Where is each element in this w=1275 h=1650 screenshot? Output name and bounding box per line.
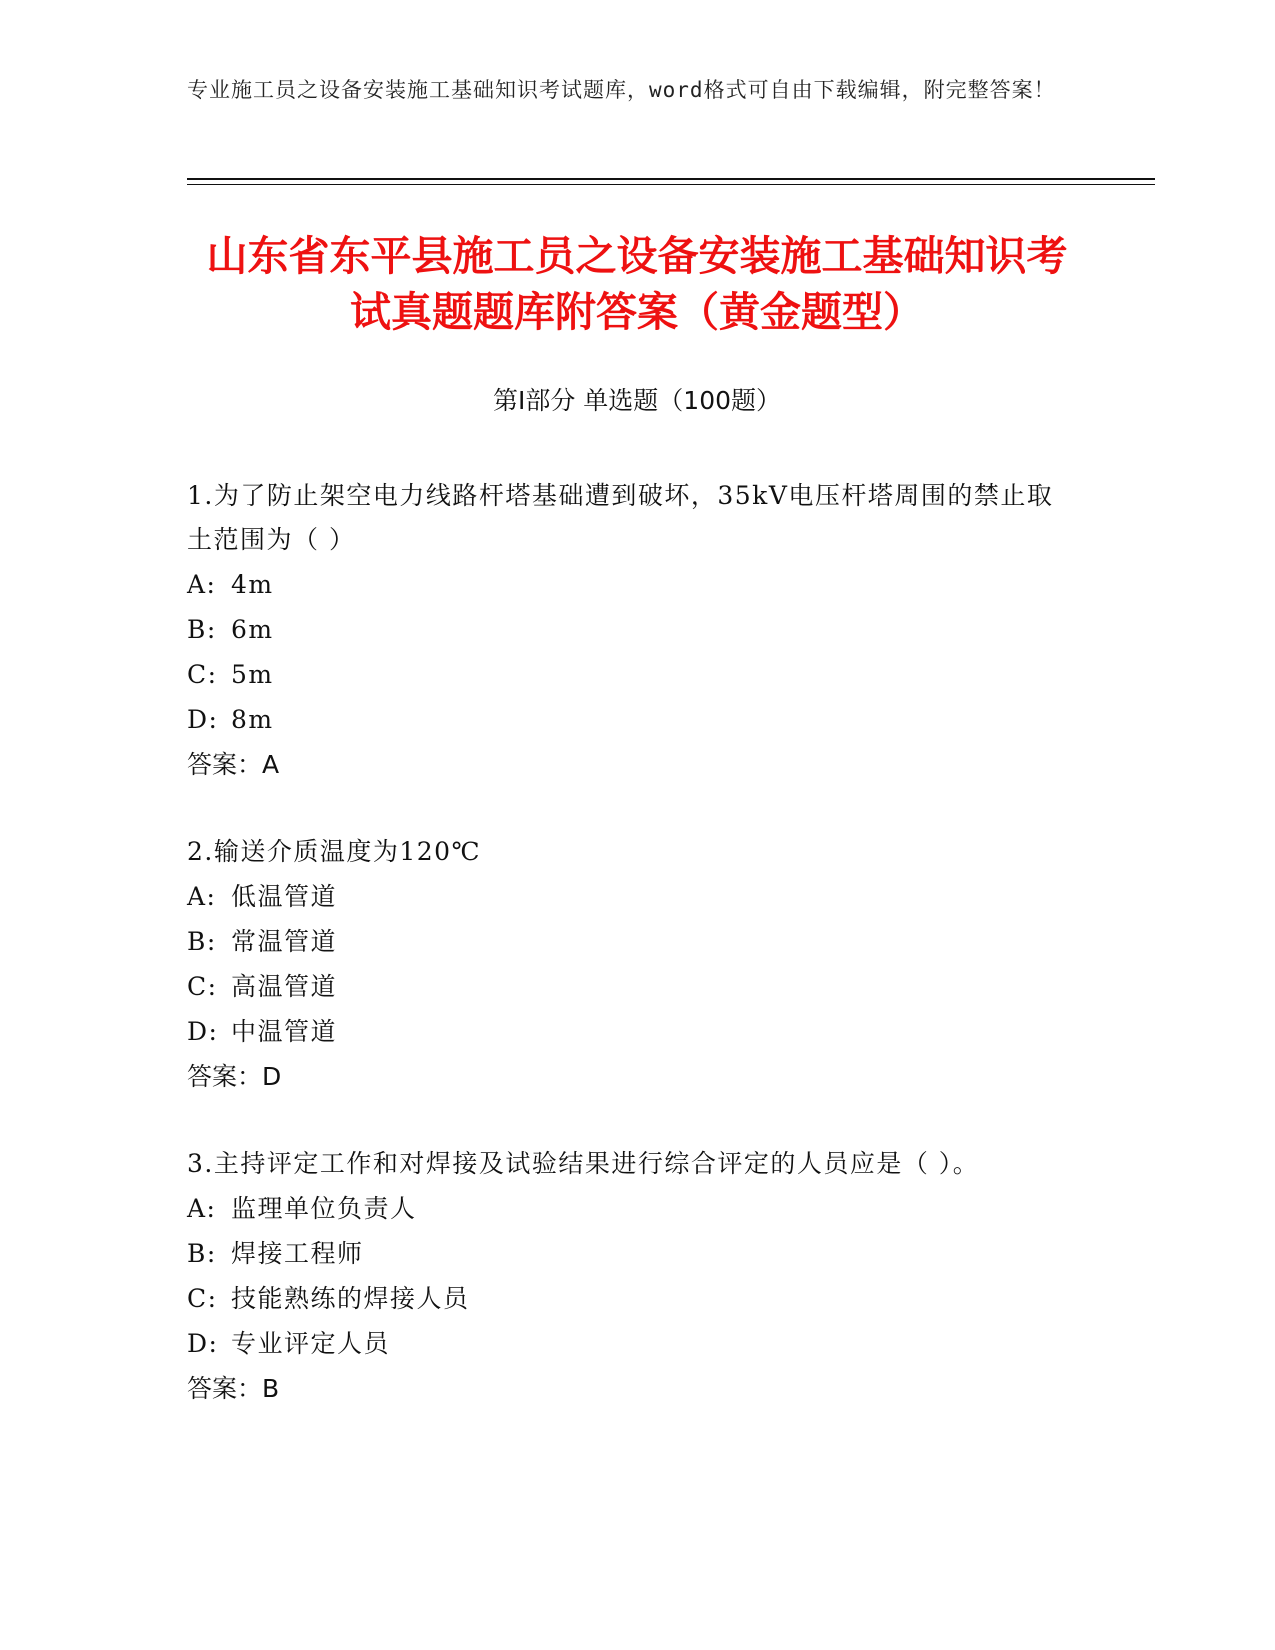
question-spacer [187, 1099, 1077, 1142]
question-stem: 1.为了防止架空电力线路杆塔基础遭到破坏，35kV电压杆塔周围的禁止取土范围为（ ） [187, 481, 1054, 554]
option-text: 4m [231, 570, 274, 599]
option-text: 6m [231, 615, 274, 644]
option-letter: B: [187, 1239, 217, 1268]
option-text: 监理单位负责人 [231, 1194, 417, 1223]
option-d [187, 1009, 1077, 1054]
option-c [187, 1276, 1077, 1321]
question-spacer [187, 787, 1077, 830]
option-letter: D: [187, 705, 219, 734]
option-a [187, 874, 1077, 919]
document-title: 山东省东平县施工员之设备安装施工基础知识考试真题题库附答案（黄金题型） [206, 232, 1068, 336]
question-list [187, 474, 1077, 1411]
option-letter: B: [187, 615, 217, 644]
option-letter: D: [187, 1017, 219, 1046]
option-letter: C: [187, 660, 218, 689]
option-text: 焊接工程师 [231, 1239, 364, 1268]
section-heading: 第Ⅰ部分 单选题（100题） [492, 386, 782, 415]
option-text: 中温管道 [231, 1017, 338, 1046]
option-letter: B: [187, 927, 217, 956]
option-text: 低温管道 [231, 882, 338, 911]
option-letter: A: [187, 882, 217, 911]
option-b [187, 1231, 1077, 1276]
question-2 [187, 830, 1077, 1099]
option-text: 5m [231, 660, 274, 689]
option-b [187, 607, 1077, 652]
option-c [187, 964, 1077, 1009]
option-letter: A: [187, 1194, 217, 1223]
option-c [187, 652, 1077, 697]
question-3 [187, 1142, 1077, 1411]
header-divider-thin [187, 184, 1155, 185]
answer-line: 答案：A [187, 750, 280, 779]
question-1 [187, 474, 1077, 787]
option-letter: C: [187, 972, 218, 1001]
option-a [187, 1186, 1077, 1231]
option-a [187, 562, 1077, 607]
option-letter: A: [187, 570, 217, 599]
option-d [187, 1321, 1077, 1366]
option-letter: C: [187, 1284, 218, 1313]
option-text: 常温管道 [231, 927, 338, 956]
option-text: 高温管道 [231, 972, 338, 1001]
option-b [187, 919, 1077, 964]
option-text: 8m [231, 705, 274, 734]
question-stem: 3.主持评定工作和对焊接及试验结果进行综合评定的人员应是（ ）。 [187, 1149, 980, 1178]
option-letter: D: [187, 1329, 219, 1358]
option-d [187, 697, 1077, 742]
header-divider-thick [187, 178, 1155, 180]
answer-line: 答案：B [187, 1374, 280, 1403]
option-text: 技能熟练的焊接人员 [231, 1284, 470, 1313]
option-text: 专业评定人员 [231, 1329, 391, 1358]
answer-line: 答案：D [187, 1062, 282, 1091]
question-stem: 2.输送介质温度为120℃ [187, 837, 482, 866]
header-note: 专业施工员之设备安装施工基础知识考试题库，word格式可自由下载编辑，附完整答案！ [187, 78, 1056, 102]
